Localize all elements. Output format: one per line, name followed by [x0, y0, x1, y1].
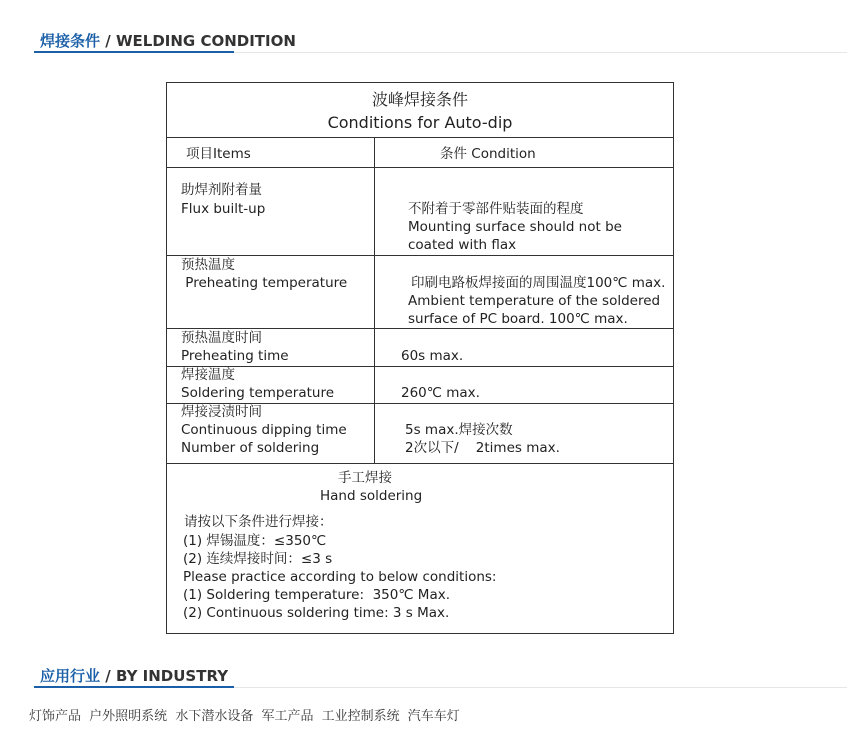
- welding-title-cn: 焊接条件: [40, 32, 101, 50]
- welding-title-en: WELDING CONDITION: [115, 32, 296, 50]
- table-divider: [167, 167, 673, 168]
- industry-title-separator: /: [105, 667, 111, 685]
- table-divider: [167, 255, 673, 256]
- row-item-cn: 预热温度: [181, 257, 235, 273]
- industry-item[interactable]: 军工产品: [261, 709, 314, 724]
- table-title-en: Conditions for Auto-dip: [327, 113, 513, 132]
- table-divider: [167, 137, 673, 138]
- row-condition-line: Ambient temperature of the soldered: [408, 293, 661, 309]
- row-condition-line: 260℃ max.: [401, 385, 480, 401]
- row-item-en: Continuous dipping time: [181, 422, 347, 438]
- row-condition-line: surface of PC board. 100℃ max.: [408, 311, 628, 327]
- industry-title-underline: [34, 686, 234, 688]
- row-item-en: Preheating temperature: [181, 275, 348, 291]
- table-column-divider: [374, 137, 375, 464]
- row-condition-line: 不附着于零部件贴装面的程度: [408, 201, 584, 217]
- industry-list: [29, 705, 464, 724]
- industry-item[interactable]: 灯饰产品: [29, 709, 82, 724]
- industry-section-title: [40, 665, 228, 686]
- row-item-en: Soldering temperature: [181, 385, 335, 401]
- header-items: 项目Items: [186, 146, 251, 162]
- welding-header-rule: [234, 52, 847, 53]
- table-title-cn: 波峰焊接条件: [371, 90, 468, 109]
- industry-item[interactable]: 水下潜水设备: [175, 709, 254, 724]
- hand-title-cn: 手工焊接: [338, 470, 392, 486]
- industry-section-header: [0, 665, 847, 687]
- row-item-cn: 助焊剂附着量: [181, 182, 262, 198]
- row-item-en: Flux built-up: [181, 201, 266, 217]
- hand-line: (2) Continuous soldering time: 3 s Max.: [183, 605, 450, 621]
- row-item-cn: 焊接浸渍时间: [181, 404, 262, 420]
- hand-title-en: Hand soldering: [320, 488, 423, 504]
- hand-line: (2) 连续焊接时间：≤3 s: [183, 551, 333, 567]
- row-condition-line: coated with flax: [408, 237, 517, 253]
- hand-line: 请按以下条件进行焊接：: [184, 514, 333, 530]
- welding-title-separator: /: [105, 32, 111, 50]
- industry-title-cn: 应用行业: [40, 667, 101, 685]
- welding-title-underline: [34, 51, 234, 53]
- row-condition-line: 5s max.焊接次数: [405, 422, 513, 438]
- industry-title-en: BY INDUSTRY: [115, 667, 229, 685]
- welding-section-title: [40, 30, 296, 51]
- row-item-cn: 焊接温度: [181, 367, 235, 383]
- row-item-en: Preheating time: [181, 348, 289, 364]
- row-condition-line: Mounting surface should not be: [408, 219, 622, 235]
- industry-item[interactable]: 汽车车灯: [407, 709, 460, 724]
- hand-line: (1) 焊锡温度：≤350℃: [183, 533, 327, 549]
- industry-item[interactable]: 工业控制系统: [321, 709, 400, 724]
- industry-header-rule: [234, 687, 847, 688]
- welding-section-header: [0, 30, 847, 52]
- row-condition-line: 2次以下/ 2times max.: [405, 440, 560, 456]
- row-item-cn: 预热温度时间: [181, 330, 262, 346]
- table-divider: [167, 366, 673, 367]
- row-item-en: Number of soldering: [181, 440, 320, 456]
- welding-conditions-table: [166, 82, 674, 634]
- row-condition-line: 60s max.: [401, 348, 464, 364]
- header-condition: 条件 Condition: [440, 146, 536, 162]
- table-divider: [167, 463, 673, 464]
- row-condition-line: 印刷电路板焊接面的周围温度100℃ max.: [411, 275, 666, 291]
- industry-item[interactable]: 户外照明系统: [89, 709, 168, 724]
- hand-line: (1) Soldering temperature: 350℃ Max.: [183, 587, 450, 603]
- hand-line: Please practice according to below conditions:: [183, 569, 497, 585]
